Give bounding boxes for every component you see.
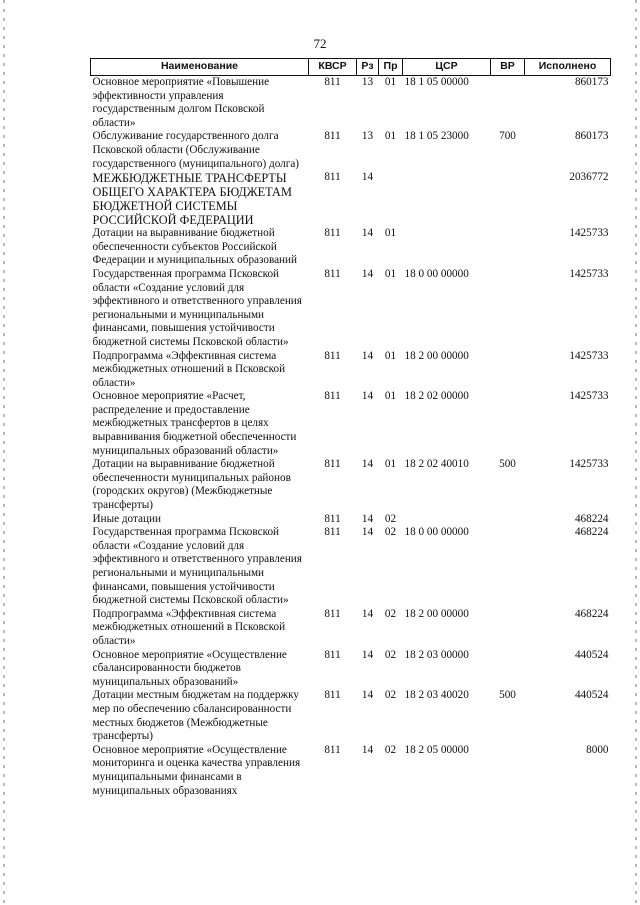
row-pr-cell: 01: [384, 130, 397, 143]
row-name-cell: Основное мероприятие «Повышение эффективности управления государственным долгом Псковской области»: [92, 76, 270, 129]
header-vr: ВР: [491, 59, 525, 76]
row-exec-cell: 468224: [574, 607, 609, 620]
row-kvsr-cell: 811: [324, 512, 341, 525]
row-csr-cell: 18 2 00 00000: [404, 349, 469, 362]
row-name-cell: Дотации местным бюджетам на поддержку мер по обеспечению сбалансированности местных бюджетов (Межбюджетные трансферты): [92, 689, 300, 743]
row-exec-cell: 1425733: [569, 227, 609, 240]
row-kvsr-cell: 811: [324, 607, 341, 620]
row-rz-cell: 14: [361, 267, 374, 280]
row-csr-cell: 18 2 02 40010: [404, 458, 469, 471]
row-vr-cell: [491, 744, 525, 798]
row-pr-cell: 01: [384, 227, 397, 240]
row-csr-cell: 18 2 03 40020: [404, 689, 469, 702]
row-pr-cell: 01: [384, 390, 397, 403]
row-exec-cell: 468224: [574, 512, 609, 525]
row-kvsr-cell: 811: [324, 689, 341, 702]
table-row: [91, 227, 611, 268]
row-kvsr-cell: 811: [324, 458, 341, 471]
table-row: [91, 513, 611, 527]
header-name: Наименование: [91, 59, 309, 76]
row-rz-cell: 14: [361, 171, 374, 184]
row-csr-cell: 18 0 00 00000: [404, 526, 469, 539]
row-rz-cell: 14: [361, 743, 374, 756]
row-csr-cell: 18 0 00 00000: [404, 267, 469, 280]
table-row: [91, 649, 611, 690]
budget-table: [90, 58, 611, 798]
row-csr-cell: [403, 227, 491, 268]
row-name-cell: Основное мероприятие «Осуществление сбалансированности бюджетов муниципальных образований»: [92, 648, 287, 688]
row-name-cell: Государственная программа Псковской области «Создание условий для эффективного и ответственного управления региональными и муниципальными финансами, повышения устойчивости бюджетной системы Псковской области»: [92, 526, 302, 607]
row-name-cell: МЕЖБЮДЖЕТНЫЕ ТРАНСФЕРТЫ ОБЩЕГО ХАРАКТЕРА БЮДЖЕТАМ БЮДЖЕТНОЙ СИСТЕМЫ РОССИЙСКОЙ ФЕДЕРАЦИИ: [92, 171, 292, 228]
row-rz-cell: 13: [361, 130, 374, 143]
row-rz-cell: 14: [361, 607, 374, 620]
row-kvsr-cell: 811: [324, 648, 341, 661]
row-csr-cell: [403, 171, 491, 227]
table-row: [91, 689, 611, 743]
row-name-cell: Основное мероприятие «Расчет, распределение и предоставление межбюджетных трансфертов в целях выравнивания бюджетной обеспеченности муниципальных образований области»: [92, 390, 297, 457]
row-exec-cell: 1425733: [569, 458, 609, 471]
row-name-cell: Дотации на выравнивание бюджетной обеспеченности муниципальных районов (городских округов) (Межбюджетные трансферты): [92, 458, 291, 512]
row-rz-cell: 14: [361, 512, 374, 525]
row-rz-cell: 14: [361, 227, 374, 240]
page-number: 72: [313, 36, 327, 51]
row-pr-cell: 02: [384, 689, 397, 702]
header-kvsr: КВСР: [309, 59, 357, 76]
row-vr-cell: [491, 608, 525, 649]
row-csr-cell: 18 2 03 00000: [404, 648, 469, 661]
row-kvsr-cell: 811: [324, 76, 341, 88]
row-exec-cell: 1425733: [569, 267, 609, 280]
row-exec-cell: 468224: [574, 526, 609, 539]
header-csr: ЦСР: [403, 59, 491, 76]
row-csr-cell: 18 1 05 00000: [404, 76, 469, 88]
row-kvsr-cell: 811: [324, 526, 341, 539]
row-exec-cell: 860173: [574, 76, 609, 88]
row-pr-cell: 02: [384, 743, 397, 756]
table-row: [91, 458, 611, 512]
row-vr-cell: [491, 526, 525, 608]
row-vr-cell: [491, 649, 525, 690]
row-pr-cell: 02: [384, 607, 397, 620]
table-row: [91, 350, 611, 391]
row-exec-cell: 860173: [574, 130, 609, 143]
row-vr-cell: [491, 268, 525, 350]
row-csr-cell: 18 2 05 00000: [404, 743, 469, 756]
row-vr-cell: 500: [499, 689, 516, 702]
row-kvsr-cell: 811: [324, 349, 341, 362]
table-row: [91, 390, 611, 458]
row-rz-cell: 13: [361, 76, 374, 88]
table-body: [91, 76, 611, 799]
row-name-cell: Иные дотации: [92, 512, 161, 525]
row-vr-cell: [491, 171, 525, 227]
row-kvsr-cell: 811: [324, 171, 341, 184]
row-pr-cell: 02: [384, 526, 397, 539]
row-pr-cell: 01: [384, 349, 397, 362]
row-name-cell: Основное мероприятие «Осуществление мониторинга и оценка качества управления муниципальными финансами в муниципальных образованиях: [92, 743, 301, 797]
row-rz-cell: 14: [361, 689, 374, 702]
row-vr-cell: [491, 513, 525, 527]
scan-edge-right: [635, 0, 637, 905]
table-row: [91, 171, 611, 227]
row-exec-cell: 440524: [574, 689, 609, 702]
table-row: [91, 76, 611, 131]
row-rz-cell: 14: [361, 390, 374, 403]
table-header: [91, 59, 611, 76]
header-pr: Пр: [379, 59, 403, 76]
row-exec-cell: 1425733: [569, 349, 609, 362]
row-exec-cell: 8000: [586, 743, 609, 756]
table-row: [91, 744, 611, 798]
table-row: [91, 130, 611, 171]
row-pr-cell: 02: [384, 512, 397, 525]
row-csr-cell: 18 2 00 00000: [404, 607, 469, 620]
row-rz-cell: 14: [361, 648, 374, 661]
row-pr-cell: 01: [384, 267, 397, 280]
row-kvsr-cell: 811: [324, 130, 341, 143]
row-exec-cell: 1425733: [569, 390, 609, 403]
row-name-cell: Дотации на выравнивание бюджетной обеспеченности субъектов Российской Федерации и муниципальных образований: [92, 227, 298, 267]
row-pr-cell: 01: [384, 458, 397, 471]
table-row: [91, 526, 611, 608]
row-name-cell: Подпрограмма «Эффективная система межбюджетных отношений в Псковской области»: [92, 607, 286, 647]
row-pr-cell: 01: [384, 76, 397, 88]
row-exec-cell: 2036772: [569, 171, 609, 184]
row-name-cell: Подпрограмма «Эффективная система межбюджетных отношений в Псковской области»: [92, 349, 286, 389]
row-rz-cell: 14: [361, 458, 374, 471]
row-name-cell: Государственная программа Псковской области «Создание условий для эффективного и ответственного управления региональными и муниципальными финансами, повышения устойчивости бюджетной системы Псковской области»: [92, 267, 302, 348]
row-vr-cell: [491, 76, 525, 131]
table-row: [91, 268, 611, 350]
row-pr-cell: 02: [384, 648, 397, 661]
row-exec-cell: 440524: [574, 648, 609, 661]
row-kvsr-cell: 811: [324, 743, 341, 756]
row-rz-cell: 14: [361, 526, 374, 539]
row-kvsr-cell: 811: [324, 267, 341, 280]
table-row: [91, 608, 611, 649]
row-name-cell: Обслуживание государственного долга Псковской области (Обслуживание государственного (муниципального) долга): [92, 130, 300, 170]
row-csr-cell: [403, 513, 491, 527]
row-vr-cell: [491, 350, 525, 391]
scan-edge-left: [3, 0, 5, 905]
header-exec: Исполнено: [525, 59, 611, 76]
row-csr-cell: 18 1 05 23000: [404, 130, 469, 143]
header-rz: Рз: [357, 59, 379, 76]
row-kvsr-cell: 811: [324, 390, 341, 403]
row-csr-cell: 18 2 02 00000: [404, 390, 469, 403]
row-pr-cell: [379, 171, 403, 227]
row-rz-cell: 14: [361, 349, 374, 362]
row-kvsr-cell: 811: [324, 227, 341, 240]
row-vr-cell: [491, 390, 525, 458]
row-vr-cell: [491, 227, 525, 268]
row-vr-cell: 500: [499, 458, 516, 471]
row-vr-cell: 700: [499, 130, 516, 143]
